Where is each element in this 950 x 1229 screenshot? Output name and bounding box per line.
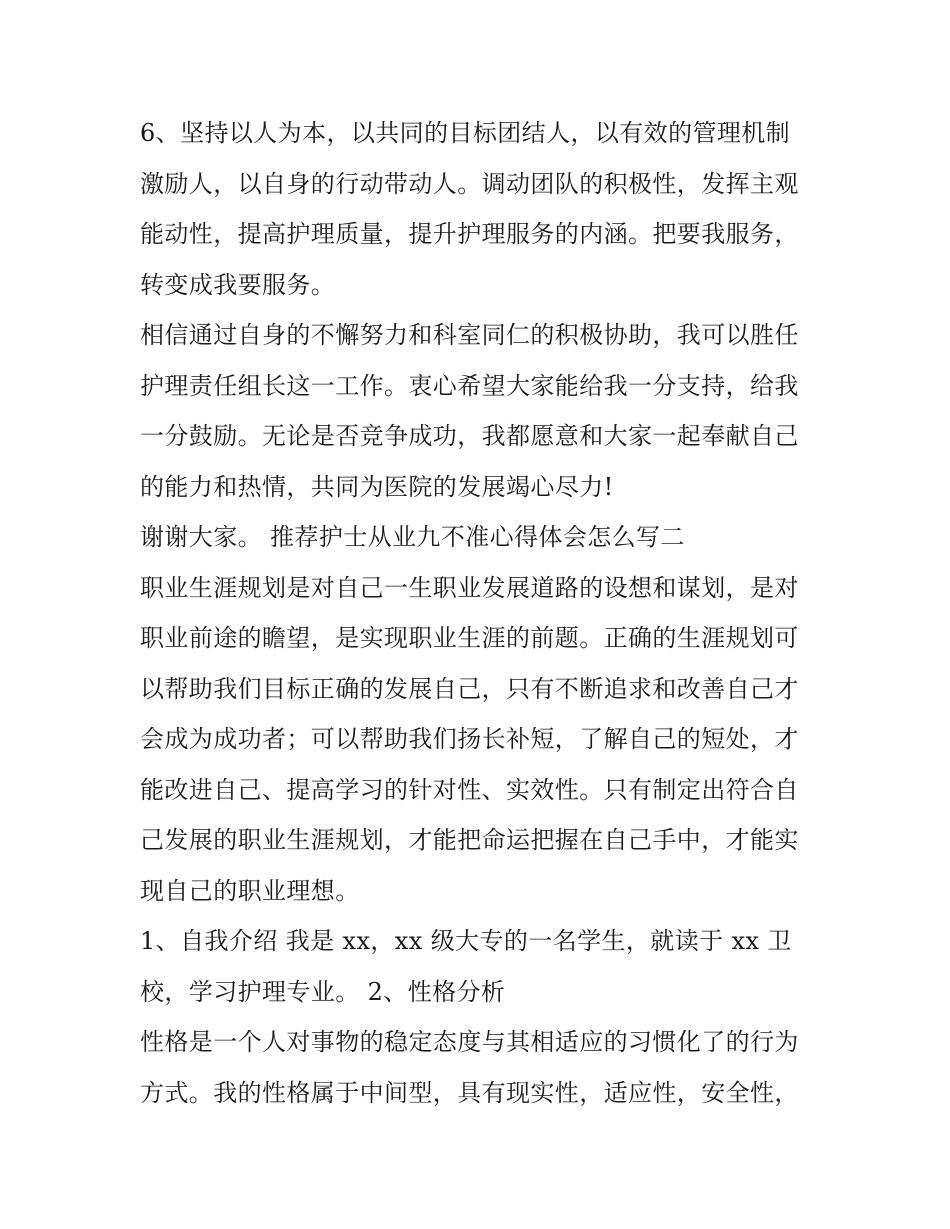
text-line: 6、坚持以人为本，以共同的目标团结人，以有效的管理机制 — [140, 119, 791, 147]
text-line: 职业生涯规划是对自己一生职业发展道路的设想和谋划，是对 — [140, 573, 799, 602]
text-line: 转变成我要服务。 — [140, 270, 336, 299]
text-line: 会成为成功者；可以帮助我们扬长补短，了解自己的短处，才 — [140, 725, 799, 753]
document-body — [140, 108, 820, 1118]
text-line: 性格是一个人对事物的稳定态度与其相适应的习惯化了的行为 — [140, 1028, 799, 1056]
text-line: 职业前途的瞻望，是实现职业生涯的前题。正确的生涯规划可 — [140, 624, 799, 652]
text-line: 现自己的职业理想。 — [140, 876, 360, 905]
text-line: 护理责任组长这一工作。衷心希望大家能给我一分支持，给我 — [140, 371, 799, 400]
text-line: 一分鼓励。无论是否竞争成功，我都愿意和大家一起奉献自己 — [140, 422, 799, 450]
text-line: 1、自我介绍 我是 xx，xx 级大专的一名学生，就读于 xx 卫 — [140, 927, 792, 955]
text-line: 激励人，以自身的行动带动人。调动团队的积极性，发挥主观 — [140, 169, 799, 198]
text-line: 以帮助我们目标正确的发展自己，只有不断追求和改善自己才 — [140, 674, 799, 703]
text-line: 己发展的职业生涯规划，才能把命运把握在自己手中，才能实 — [140, 826, 799, 854]
text-line: 方式。我的性格属于中间型，具有现实性，适应性，安全性， — [140, 1078, 799, 1107]
text-line: 谢谢大家。 推荐护士从业九不准心得体会怎么写二 — [140, 523, 685, 551]
text-line: 的能力和热情，共同为医院的发展竭心尽力! — [140, 472, 614, 501]
text-line: 能改进自己、提高学习的针对性、实效性。只有制定出符合自 — [140, 775, 799, 804]
text-line: 校，学习护理专业。 2、性格分析 — [140, 977, 506, 1006]
text-line: 能动性，提高护理质量，提升护理服务的内涵。把要我服务， — [140, 220, 799, 248]
text-line: 相信通过自身的不懈努力和科室同仁的积极协助，我可以胜任 — [140, 321, 799, 349]
